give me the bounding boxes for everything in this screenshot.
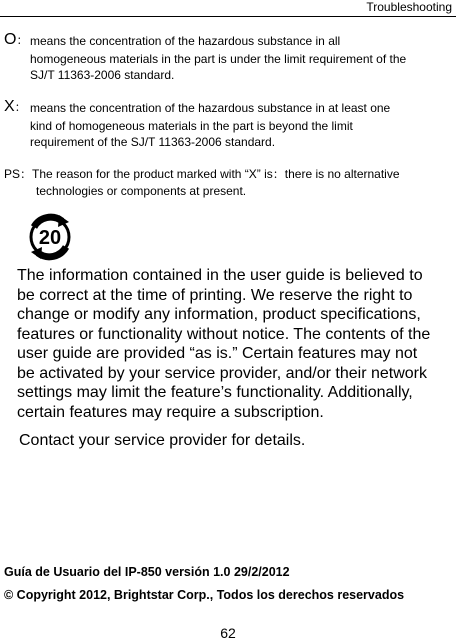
disclaimer-line-6: be activated by your service provider, and/or their network [17, 364, 427, 382]
mark-x [4, 98, 27, 116]
mark-o [4, 31, 28, 49]
environment-protection-use-period-icon [25, 212, 75, 262]
ps-line1: PS：The reason for the product marked with “X” is：there is no alternative [4, 167, 400, 181]
disclaimer-line-2: be correct at the time of printing. We reserve the right to [17, 286, 413, 304]
def-o-line1: means the concentration of the hazardous substance in all [30, 34, 341, 48]
page-header [0, 0, 456, 17]
epup-number: 20 [38, 227, 62, 249]
disclaimer-line-8: certain features may require a subscription. [17, 403, 324, 421]
contact-text: Contact your service provider for details. [19, 432, 306, 449]
mark-x-separator: ： [14, 100, 27, 114]
def-o-line2: homogeneous materials in the part is under the limit requirement of the [30, 52, 407, 66]
mark-o-symbol: O [4, 31, 17, 48]
def-x-line1: means the concentration of the hazardous substance in at least one [30, 101, 391, 115]
header-title: Troubleshooting [366, 0, 452, 14]
disclaimer-line-1: The information contained in the user guide is believed to [17, 267, 423, 284]
disclaimer-line-7: settings may limit the feature’s functionality. Additionally, [17, 384, 413, 401]
mark-x-symbol: X [4, 98, 15, 115]
page-number: 62 [220, 625, 236, 641]
disclaimer-line-5: user guide are provided “as is.” Certain features may not [17, 345, 418, 362]
def-x-line3: requirement of the SJ/T 11363-2006 standard. [30, 135, 276, 149]
disclaimer-line-4: features or functionality without notice. The contents of the [17, 325, 431, 343]
def-o-line3: SJ/T 11363-2006 standard. [30, 68, 175, 82]
footer-copyright: © Copyright 2012, Brightstar Corp., Todos los derechos reservados [4, 588, 405, 602]
mark-o-separator: ： [16, 33, 29, 47]
footer-guide: Guía de Usuario del IP-850 versión 1.0 29/2/2012 [4, 565, 290, 579]
ps-line2: technologies or components at present. [36, 184, 247, 198]
def-x-line2: kind of homogeneous materials in the part is beyond the limit [30, 119, 353, 133]
disclaimer-line-3: change or modify any information, product specifications, [17, 306, 421, 323]
